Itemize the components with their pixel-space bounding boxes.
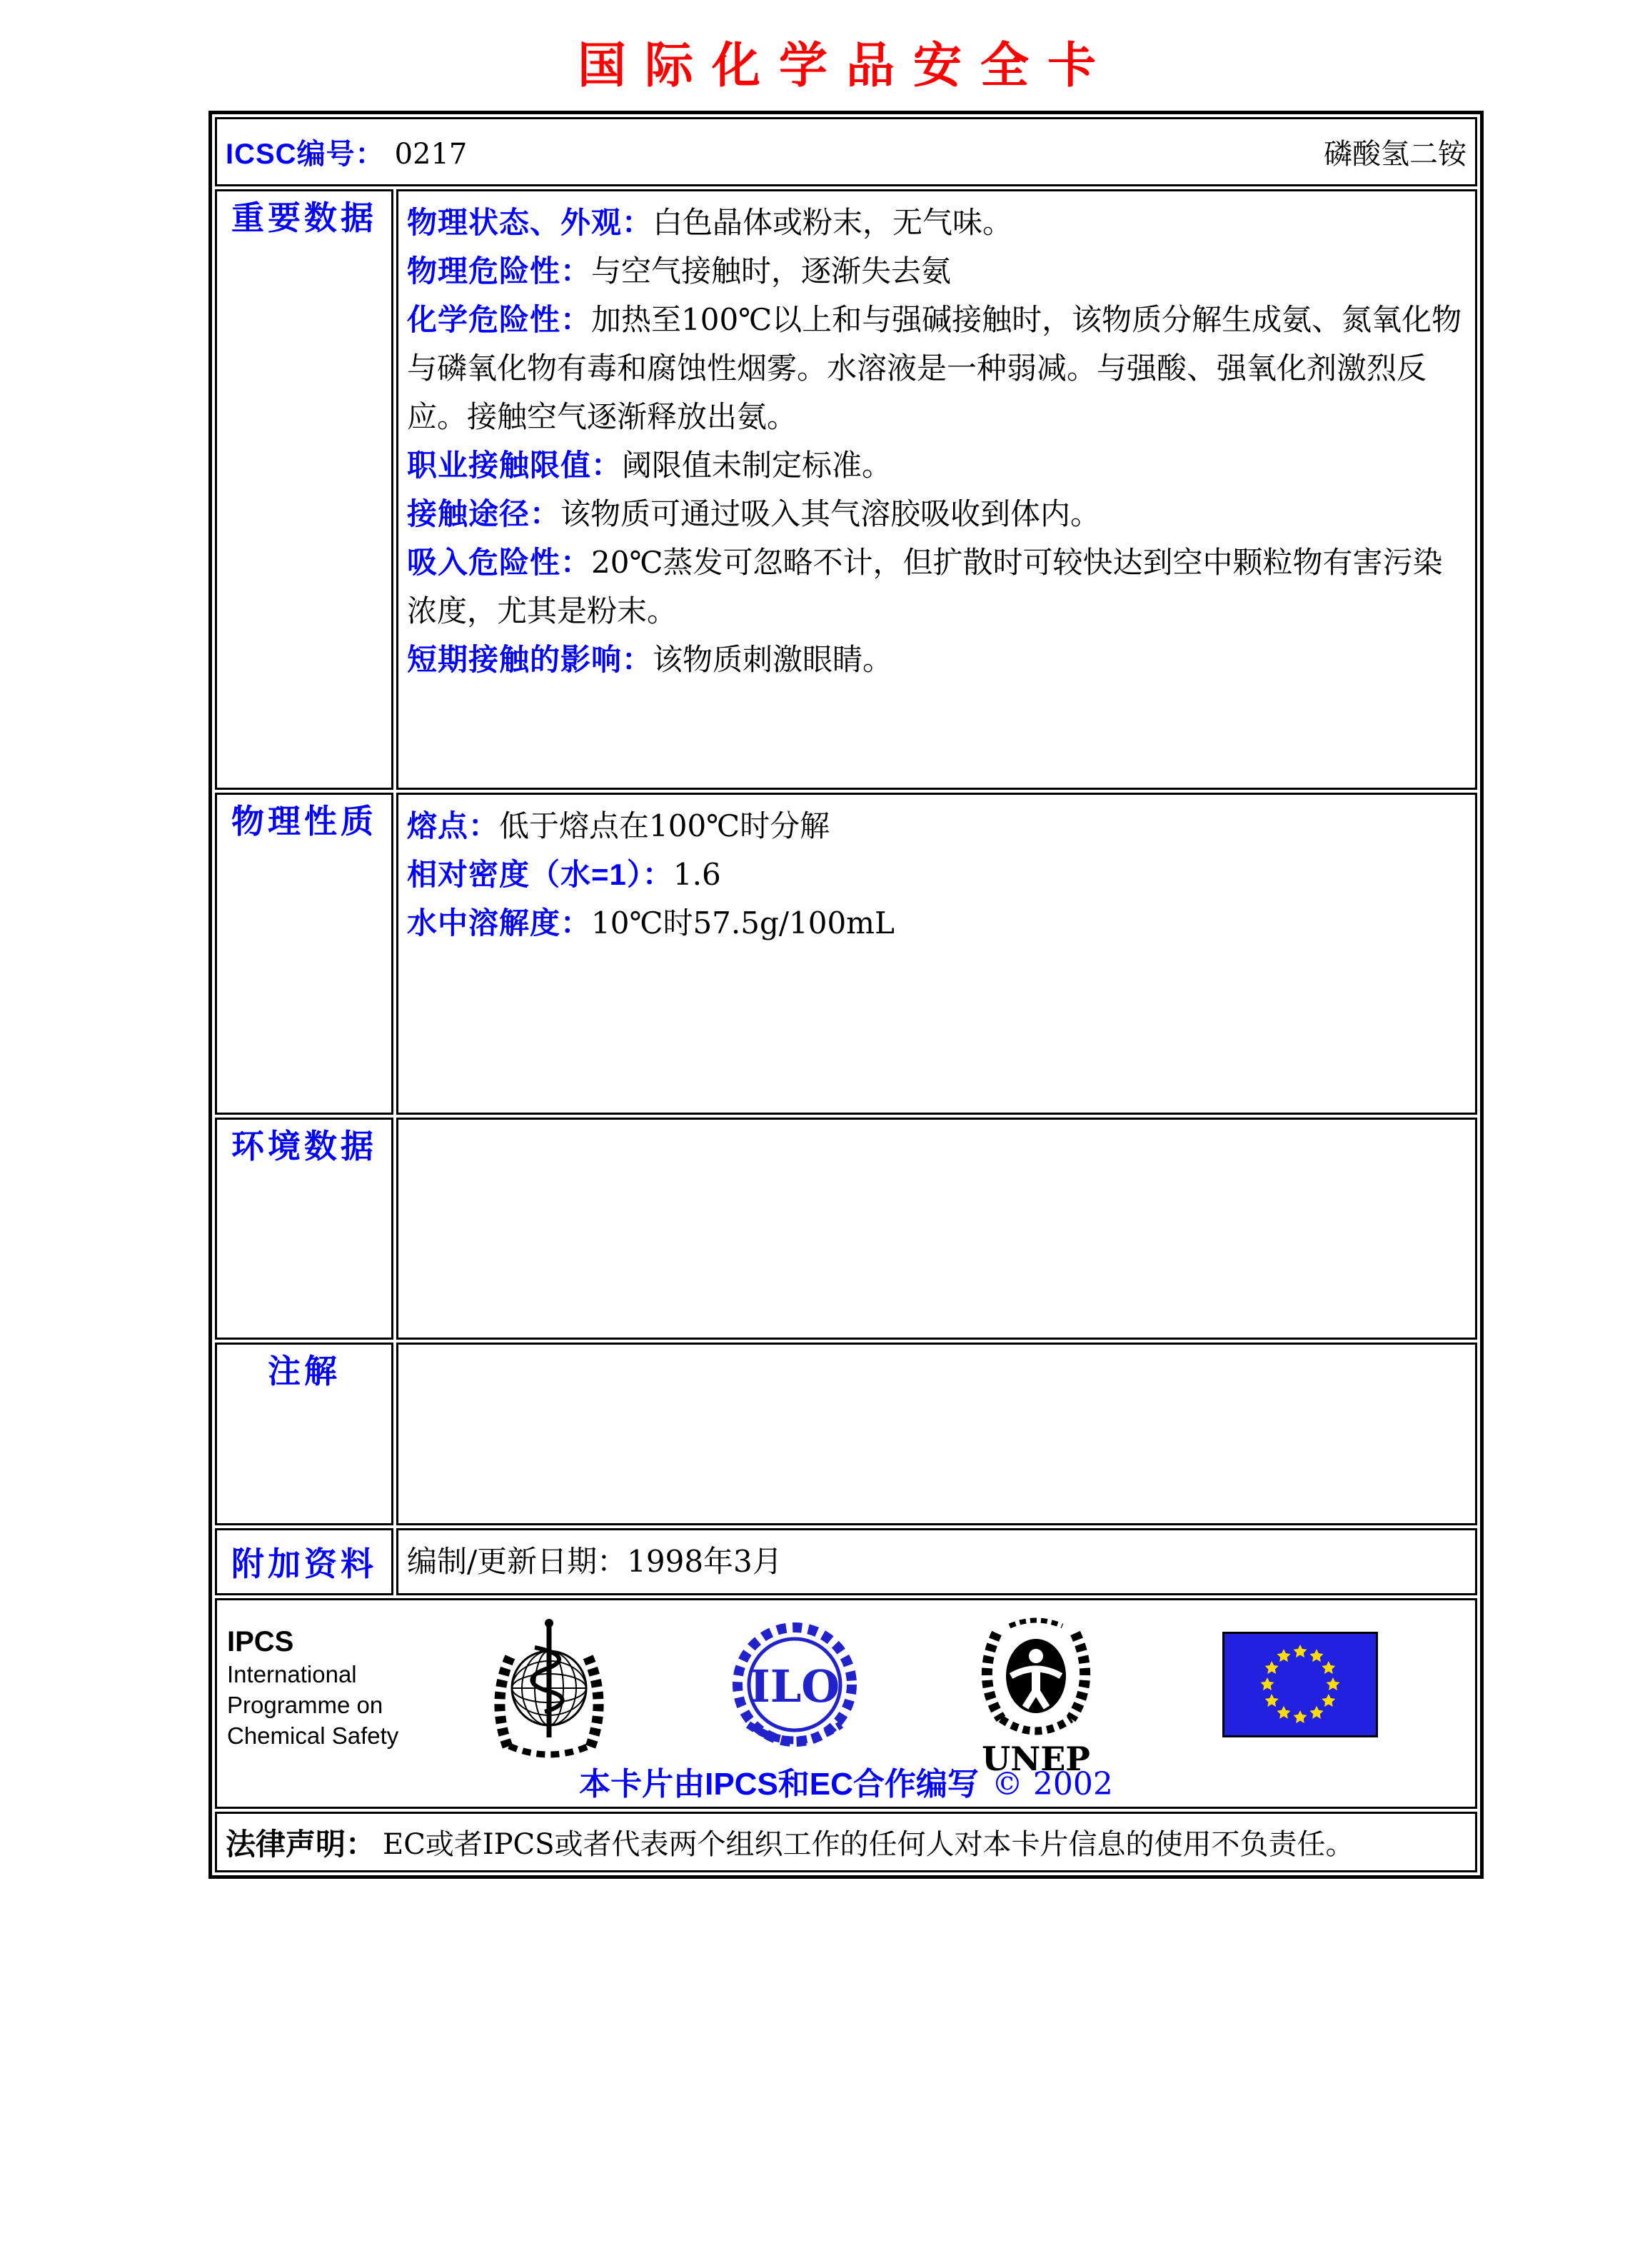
caption-copyright: © 2002: [991, 1766, 1113, 1802]
environmental-data-row: [215, 1118, 1477, 1340]
line-label: 接触途径：: [407, 497, 561, 531]
line-label: 熔点：: [407, 809, 500, 843]
unep-logo-icon: [968, 1612, 1104, 1780]
important-data-content: [396, 189, 1477, 790]
line-label: 短期接触的影响：: [407, 643, 653, 676]
line-label: 相对密度（水=1）：: [407, 858, 673, 891]
notes-row: [215, 1343, 1477, 1525]
ipcs-text-block: [227, 1625, 398, 1751]
icsc-number-label: ICSC编号：: [226, 139, 385, 170]
logos-cell: [215, 1598, 1477, 1809]
physical-properties-content: [396, 793, 1477, 1115]
data-line: [407, 642, 892, 677]
data-line: [407, 496, 1100, 531]
data-line: [407, 545, 1442, 628]
additional-info-row: [215, 1528, 1477, 1595]
line-label: 水中溶解度：: [407, 906, 592, 940]
page-title: 国际化学品安全卡: [577, 37, 1115, 94]
data-line: [407, 205, 1012, 240]
data-line: [407, 254, 951, 288]
line-text: 阈限值未制定标准。: [622, 448, 892, 483]
icsc-number-value: 0217: [394, 138, 468, 171]
ipcs-acronym: IPCS: [227, 1626, 294, 1657]
data-line: [407, 302, 1462, 434]
chemical-name: 磷酸氢二铵: [1324, 138, 1467, 171]
physical-properties-row-label: 物理性质: [215, 793, 393, 1115]
unep-logo-text: UNEP: [982, 1740, 1090, 1778]
ipcs-line: Chemical Safety: [227, 1722, 399, 1749]
legal-text: EC或者IPCS或者代表两个组织工作的任何人对本卡片信息的使用不负责任。: [383, 1828, 1354, 1861]
line-text: 20℃蒸发可忽略不计，但扩散时可较快达到空中颗粒物有害污染浓度，尤其是粉末。: [407, 545, 1443, 628]
ilo-logo-icon: [725, 1619, 865, 1762]
environmental-data-row-label: 环境数据: [215, 1118, 393, 1340]
line-text: 低于熔点在100℃时分解: [499, 808, 830, 843]
ilo-logo-text: ILO: [749, 1660, 840, 1712]
line-text: 白色晶体或粉末，无气味。: [653, 205, 1013, 240]
important-data-row: [215, 189, 1477, 790]
line-label: 物理危险性：: [407, 254, 592, 288]
eu-flag-icon: [1222, 1632, 1378, 1737]
line-text: 该物质可通过吸入其气溶胶吸收到体内。: [560, 496, 1101, 531]
ipcs-line: International: [227, 1661, 357, 1687]
line-text: 10℃时57.5g/100mL: [591, 905, 895, 940]
line-text: 1.6: [673, 857, 721, 892]
icsc-number-group: [226, 131, 467, 172]
data-line: [407, 857, 721, 892]
line-label: 吸入危险性：: [407, 546, 592, 579]
header-row: [215, 117, 1477, 186]
notes-row-label: 注解: [215, 1343, 393, 1525]
legal-label: 法律声明：: [226, 1827, 376, 1861]
logos-row: [215, 1598, 1477, 1809]
who-logo-icon: [485, 1615, 613, 1761]
caption-text: 本卡片由IPCS和EC合作编写: [579, 1767, 979, 1802]
icsc-card-table: [208, 111, 1484, 1879]
physical-properties-row: [215, 793, 1477, 1115]
logos-caption: [217, 1758, 1475, 1804]
line-label: 职业接触限值：: [407, 448, 623, 482]
line-label: 物理状态、外观：: [407, 206, 653, 239]
ipcs-line: Programme on: [227, 1692, 383, 1718]
important-data-row-label: 重要数据: [215, 189, 393, 790]
data-line: [407, 448, 892, 483]
line-text: 与空气接触时，逐渐失去氨: [591, 254, 952, 288]
header-cell: [215, 117, 1477, 186]
additional-info-content: 编制/更新日期：1998年3月: [396, 1528, 1477, 1595]
data-line: [407, 808, 830, 843]
additional-info-row-label: 附加资料: [215, 1528, 393, 1595]
data-line: [407, 905, 895, 940]
environmental-data-content: [396, 1118, 1477, 1340]
legal-row: [215, 1812, 1477, 1872]
notes-content: [396, 1343, 1477, 1525]
line-text: 加热至100℃以上和与强碱接触时，该物质分解生成氨、氮氧化物与磷氧化物有毒和腐蚀性烟雾。水溶液是一种弱减。与强酸、强氧化剂激烈反应。接触空气逐渐释放出氨。: [407, 302, 1462, 434]
line-label: 化学危险性：: [407, 303, 592, 336]
legal-cell: [215, 1812, 1477, 1872]
line-text: 该物质刺激眼睛。: [653, 642, 893, 677]
